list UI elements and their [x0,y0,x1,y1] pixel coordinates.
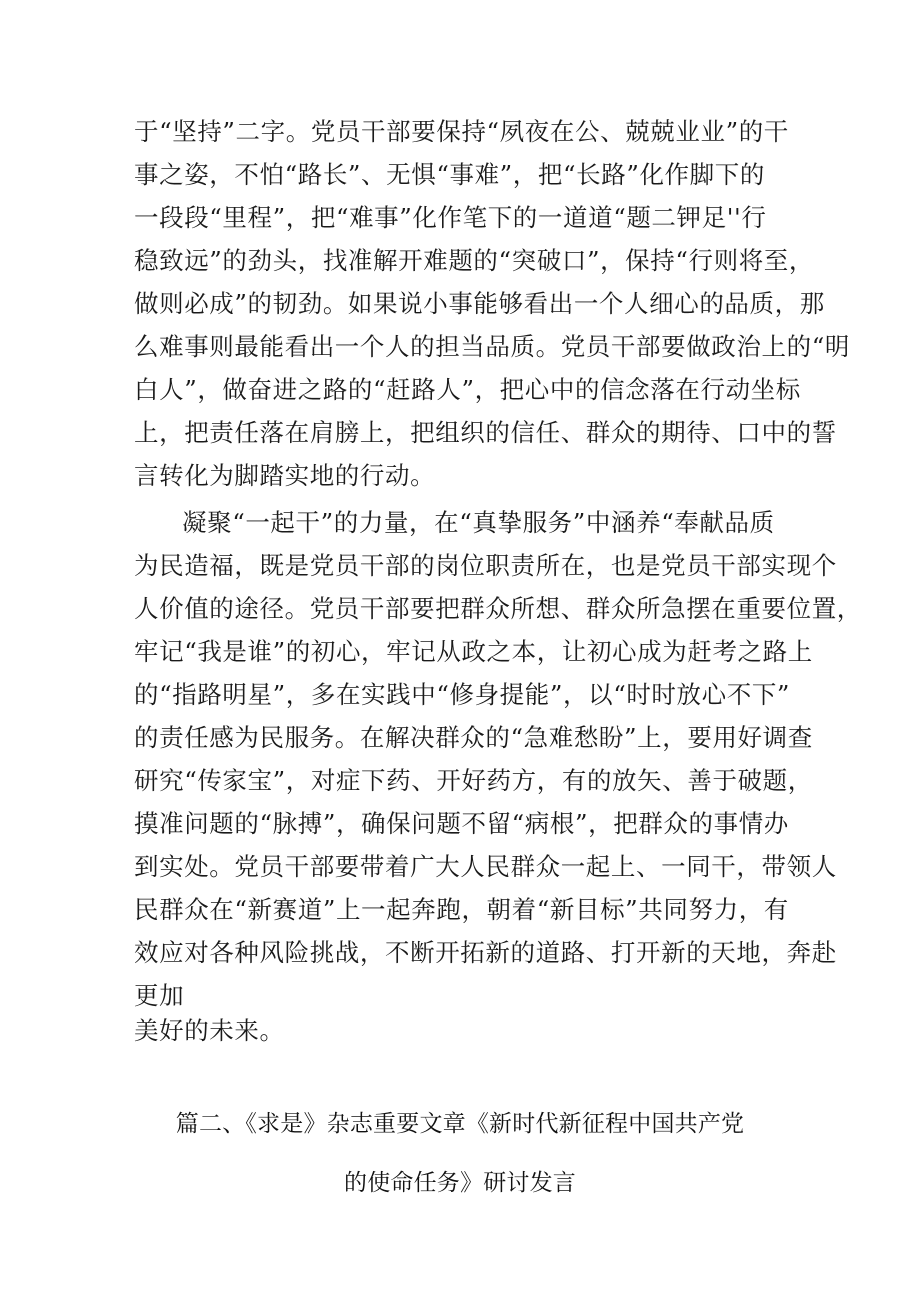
section-heading-line-2: 的使命任务》研讨发言 [344,1170,576,1196]
paragraph-line: 稳致远”的劲头，找准解开难题的“突破口”，保持“行则将至， [134,246,814,275]
paragraph-line: 牢记“我是谁”的初心，牢记从政之本，让初心成为赶考之路上 [134,637,813,666]
paragraph-line: 言转化为脚踏实地的行动。 [134,461,436,490]
paragraph-line: 事之姿，不怕“路长”、无惧“事难”，把“长路”化作脚下的 [134,160,765,189]
paragraph-line: 的“指路明星”，多在实践中“修身提能”，以“时时放心不下” [134,680,791,709]
paragraph-line: 么难事则最能看出一个人的担当品质。党员干部要做政治上的“明 [134,332,850,361]
paragraph-line: 做则必成”的韧劲。如果说小事能够看出一个人细心的品质，那 [134,289,825,318]
paragraph-first-line: 凝聚“一起干”的力量，在“真挚服务”中涵养“奉献品质 [182,508,775,537]
section-heading-line-1: 篇二、《求是》杂志重要文章《新时代新征程中国共产党 [175,1111,745,1137]
paragraph-line: 美好的未来。 [134,1016,285,1045]
paragraph-line: 白人”，做奋进之路的“赶路人”，把心中的信念落在行动坐标 [134,375,801,404]
paragraph-line: 摸准问题的“脉搏”，确保问题不留“病根”，把群众的事情办 [134,809,789,838]
paragraph-line: 人价值的途径。党员干部要把群众所想、群众所急摆在重要位置， [134,594,862,623]
paragraph-line: 上，把责任落在肩膀上，把组织的信任、群众的期待、口中的誓 [134,418,837,447]
paragraph-line: 研究“传家宝”，对症下药、开好药方，有的放矢、善于破题， [134,766,813,795]
paragraph-line: 更加 [134,981,185,1010]
paragraph-line: 民群众在“新赛道”上一起奔跑，朝着“新目标”共同努力，有 [134,895,789,924]
paragraph-line: 到实处。党员干部要带着广大人民群众一起上、一同干，带领人 [134,852,837,881]
paragraph-line: 一段段“里程”，把“难事”化作笔下的一道道“题二钾足''行 [134,203,767,232]
paragraph-line: 为民造福，既是党员干部的岗位职责所在，也是党员干部实现个 [134,551,837,580]
paragraph-line: 的责任感为民服务。在解决群众的“急难愁盼”上，要用好调查 [134,723,813,752]
paragraph-line: 效应对各种风险挑战，不断开拓新的道路、打开新的天地，奔赴 [134,938,837,967]
paragraph-line: 于“坚持”二字。党员干部要保持“夙夜在公、兢兢业业”的干 [134,117,789,146]
